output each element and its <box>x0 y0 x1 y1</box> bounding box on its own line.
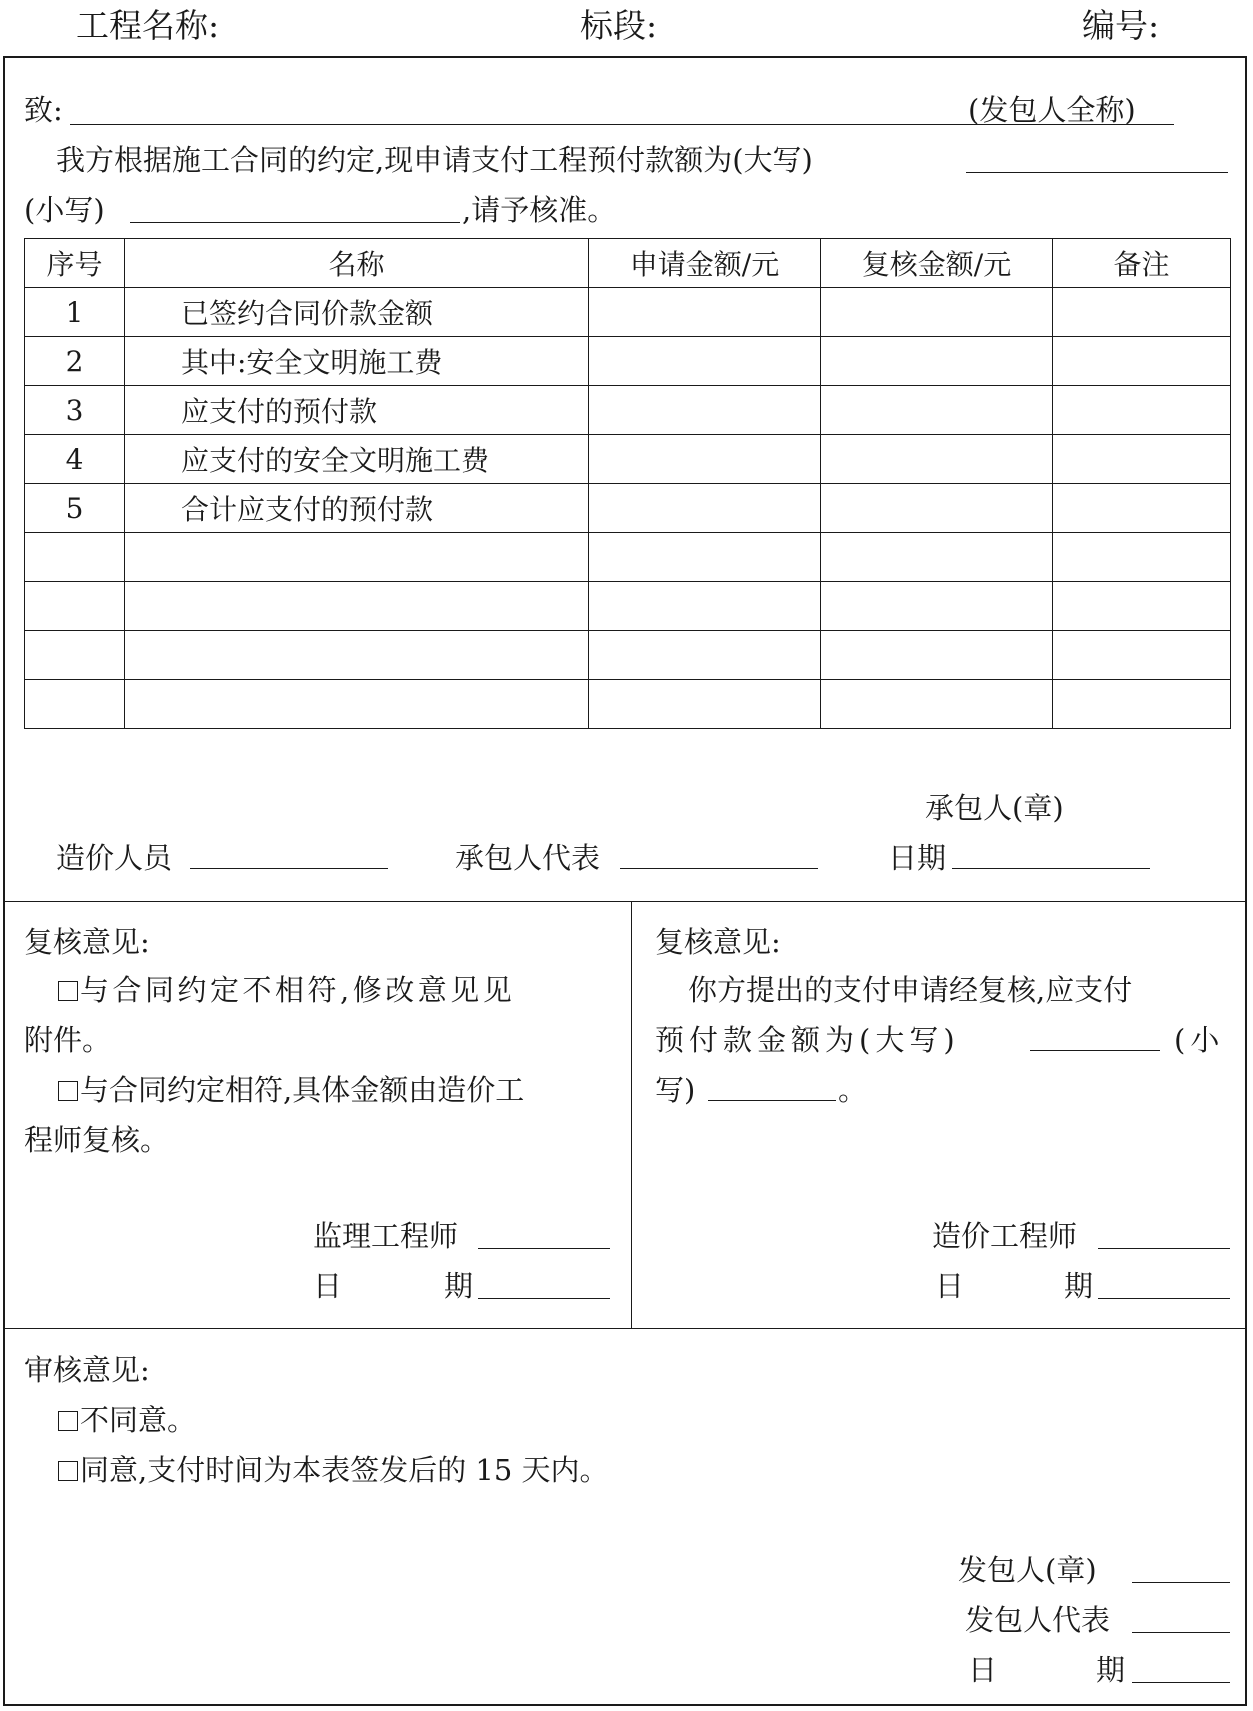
row-no: 1 <box>25 288 125 337</box>
table-row <box>25 288 1231 337</box>
option-text: 与合同约定相符,具体金额由造价工 <box>80 1073 525 1107</box>
row-applied-amount[interactable] <box>589 631 821 680</box>
row-name <box>125 680 589 729</box>
review-left-option1 <box>58 968 515 1009</box>
review-left-option2-cont: 程师复核。 <box>24 1123 170 1157</box>
table-row <box>25 386 1231 435</box>
row-reviewed-amount[interactable] <box>821 533 1053 582</box>
row-no <box>25 582 125 631</box>
contractor-seal-label: 承包人(章) <box>925 791 1064 825</box>
row-remarks[interactable] <box>1053 435 1231 484</box>
row-no: 5 <box>25 484 125 533</box>
employer-seal-field[interactable] <box>1132 1582 1230 1583</box>
divider-line <box>3 901 1247 902</box>
row-remarks[interactable] <box>1053 631 1231 680</box>
row-name: 应支付的安全文明施工费 <box>125 435 589 484</box>
row-applied-amount[interactable] <box>589 680 821 729</box>
row-remarks[interactable] <box>1053 484 1231 533</box>
row-no <box>25 631 125 680</box>
divider-line <box>631 901 632 1328</box>
review-left-option2 <box>58 1068 524 1109</box>
number-label: 编号: <box>1082 6 1160 45</box>
employer-rep-field[interactable] <box>1132 1632 1230 1633</box>
row-reviewed-amount[interactable] <box>821 680 1053 729</box>
table-row <box>25 582 1231 631</box>
row-no: 3 <box>25 386 125 435</box>
option-text: 与合同约定不相符,修改意见见 <box>80 973 516 1007</box>
row-remarks[interactable] <box>1053 680 1231 729</box>
audit-date-field[interactable] <box>1132 1682 1230 1683</box>
amount-upper-field[interactable] <box>966 172 1228 173</box>
contractor-rep-label: 承包人代表 <box>455 841 601 875</box>
row-remarks[interactable] <box>1053 386 1231 435</box>
table-row <box>25 533 1231 582</box>
review-left-date-a: 日 <box>313 1269 343 1303</box>
header-name: 名称 <box>125 239 589 288</box>
row-no <box>25 533 125 582</box>
row-no <box>25 680 125 729</box>
row-applied-amount[interactable] <box>589 337 821 386</box>
cost-staff-field[interactable] <box>190 868 388 869</box>
row-applied-amount[interactable] <box>589 484 821 533</box>
cost-engineer-field[interactable] <box>1098 1248 1230 1249</box>
row-applied-amount[interactable] <box>589 582 821 631</box>
row-name <box>125 582 589 631</box>
contractor-rep-field[interactable] <box>620 868 818 869</box>
section-label: 标段: <box>580 6 658 45</box>
row-applied-amount[interactable] <box>589 288 821 337</box>
project-name-label: 工程名称: <box>76 6 220 45</box>
employer-rep-label: 发包人代表 <box>965 1603 1111 1637</box>
row-remarks[interactable] <box>1053 288 1231 337</box>
row-remarks[interactable] <box>1053 582 1231 631</box>
checkbox[interactable] <box>58 1081 78 1101</box>
review-left-date-field[interactable] <box>478 1298 610 1299</box>
header-reviewed-amount: 复核金额/元 <box>821 239 1053 288</box>
table-row <box>25 484 1231 533</box>
row-no: 2 <box>25 337 125 386</box>
row-applied-amount[interactable] <box>589 386 821 435</box>
checkbox[interactable] <box>58 1461 78 1481</box>
review-right-line2a: 预付款金额为(大写) <box>655 1023 960 1057</box>
amount-lower-field[interactable] <box>130 222 460 223</box>
to-suffix: (发包人全称) <box>968 93 1136 127</box>
audit-date-b: 期 <box>1096 1653 1126 1687</box>
review-left-option1-cont: 附件。 <box>24 1023 112 1057</box>
reviewed-upper-field[interactable] <box>1030 1050 1160 1051</box>
row-applied-amount[interactable] <box>589 533 821 582</box>
contractor-date-field[interactable] <box>952 868 1150 869</box>
row-reviewed-amount[interactable] <box>821 288 1053 337</box>
audit-option1 <box>58 1398 196 1439</box>
review-right-line3b: 。 <box>838 1073 868 1107</box>
row-applied-amount[interactable] <box>589 435 821 484</box>
row-reviewed-amount[interactable] <box>821 386 1053 435</box>
row-reviewed-amount[interactable] <box>821 484 1053 533</box>
header-no: 序号 <box>25 239 125 288</box>
request-line2-prefix: (小写) <box>24 193 105 227</box>
row-reviewed-amount[interactable] <box>821 435 1053 484</box>
review-right-line3a: 写) <box>655 1073 696 1107</box>
audit-option2 <box>58 1448 609 1489</box>
review-right-date-a: 日 <box>935 1269 965 1303</box>
table-row <box>25 337 1231 386</box>
option-text: 同意,支付时间为本表签发后的 15 天内。 <box>80 1453 609 1487</box>
audit-date-a: 日 <box>968 1653 998 1687</box>
supervisor-field[interactable] <box>478 1248 610 1249</box>
divider-line <box>3 1328 1247 1329</box>
review-right-title: 复核意见: <box>655 925 781 959</box>
row-remarks[interactable] <box>1053 533 1231 582</box>
table-row <box>25 680 1231 729</box>
checkbox[interactable] <box>58 981 78 1001</box>
review-right-line2b: (小 <box>1174 1023 1225 1057</box>
reviewed-lower-field[interactable] <box>708 1100 836 1101</box>
table-row <box>25 631 1231 680</box>
fee-table <box>24 238 1231 729</box>
row-reviewed-amount[interactable] <box>821 337 1053 386</box>
row-name <box>125 631 589 680</box>
option-text: 不同意。 <box>80 1403 197 1437</box>
row-reviewed-amount[interactable] <box>821 631 1053 680</box>
review-right-line1: 你方提出的支付申请经复核,应支付 <box>688 973 1133 1007</box>
supervisor-label: 监理工程师 <box>313 1219 459 1253</box>
review-left-date-b: 期 <box>444 1269 474 1303</box>
review-right-date-field[interactable] <box>1098 1298 1230 1299</box>
header-remarks: 备注 <box>1053 239 1231 288</box>
to-label: 致: <box>24 93 63 127</box>
cost-engineer-label: 造价工程师 <box>932 1219 1078 1253</box>
table-header-row <box>25 239 1231 288</box>
row-remarks[interactable] <box>1053 337 1231 386</box>
request-line2-suffix: ,请予核准。 <box>462 193 617 227</box>
header-applied-amount: 申请金额/元 <box>589 239 821 288</box>
audit-title: 审核意见: <box>24 1353 150 1387</box>
table-row <box>25 435 1231 484</box>
row-no: 4 <box>25 435 125 484</box>
contractor-date-label: 日期 <box>888 841 947 875</box>
cost-staff-label: 造价人员 <box>56 841 173 875</box>
review-right-date-b: 期 <box>1064 1269 1094 1303</box>
employer-seal-label: 发包人(章) <box>958 1553 1097 1587</box>
row-name: 应支付的预付款 <box>125 386 589 435</box>
request-line1: 我方根据施工合同的约定,现申请支付工程预付款额为(大写) <box>56 143 813 177</box>
row-name <box>125 533 589 582</box>
row-reviewed-amount[interactable] <box>821 582 1053 631</box>
review-left-title: 复核意见: <box>24 925 150 959</box>
row-name: 已签约合同价款金额 <box>125 288 589 337</box>
row-name: 其中:安全文明施工费 <box>125 337 589 386</box>
checkbox[interactable] <box>58 1411 78 1431</box>
row-name: 合计应支付的预付款 <box>125 484 589 533</box>
